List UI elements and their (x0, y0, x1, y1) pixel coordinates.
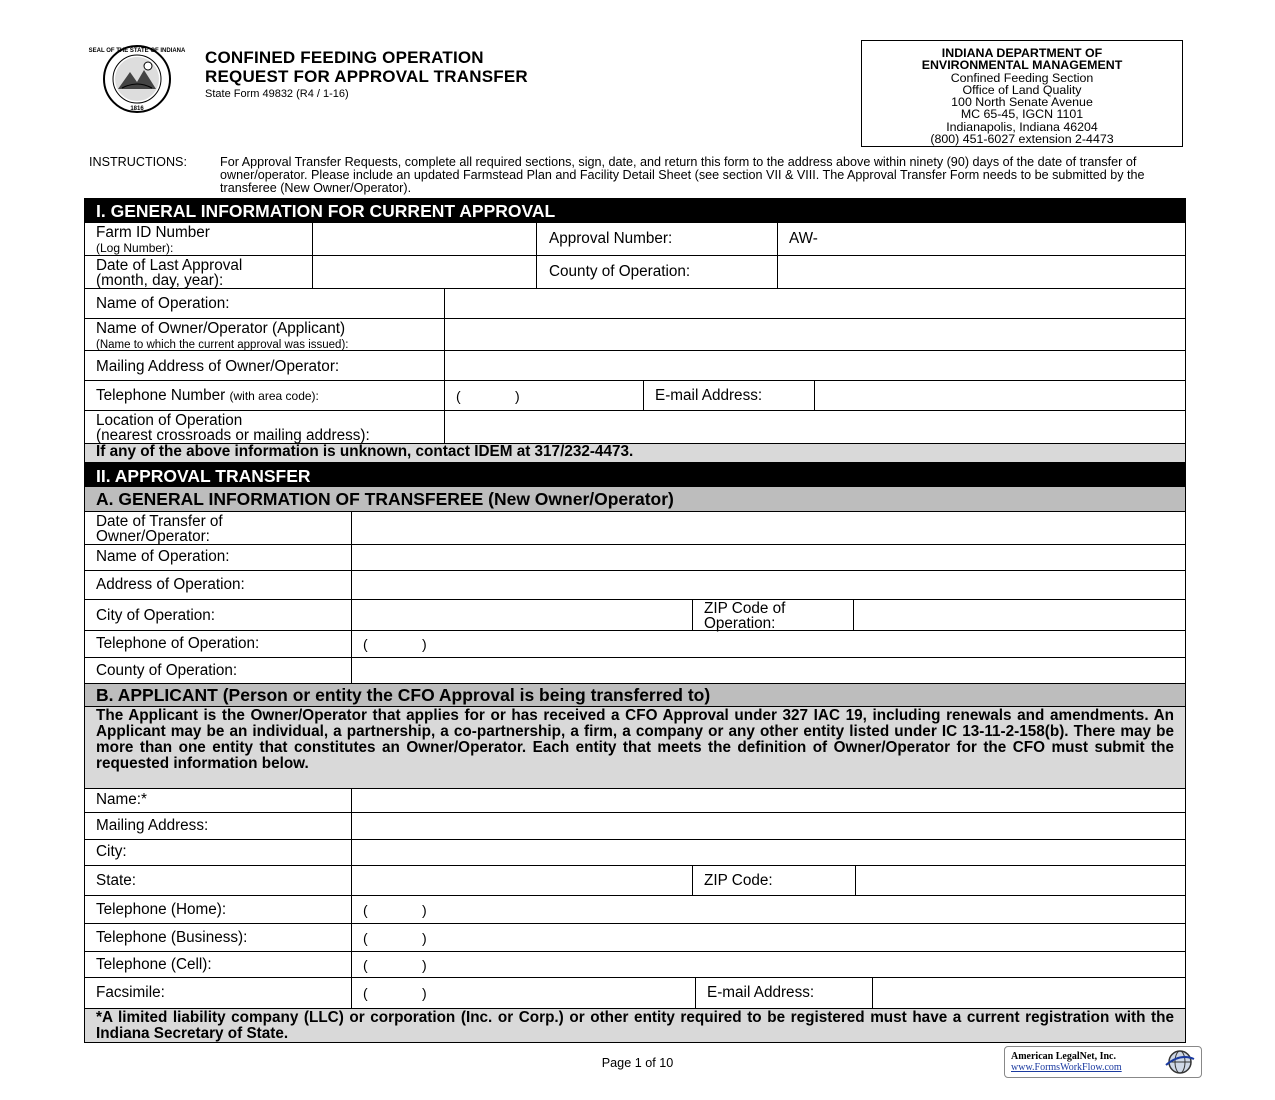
facsimile-input[interactable] (351, 978, 695, 1008)
svg-text:1816: 1816 (130, 106, 144, 112)
location-sublabel: (nearest crossroads or mailing address): (96, 427, 370, 444)
mailing-label: Mailing Address of Owner/Operator: (96, 358, 340, 375)
applicant-state-input[interactable] (351, 866, 692, 895)
email-input[interactable] (814, 381, 1185, 410)
section2-heading: II. APPROVAL TRANSFER (84, 463, 1186, 487)
section2a-heading: A. GENERAL INFORMATION OF TRANSFEREE (New Owner/Operator) (84, 487, 1186, 512)
name-operation-label: Name of Operation: (96, 295, 230, 312)
telephone-label: Telephone Number (96, 387, 226, 404)
row-name-owner (84, 319, 1186, 351)
telephone-operation-label: Telephone of Operation: (96, 635, 260, 652)
approval-number-label-cell (536, 223, 778, 255)
tel-home-label: Telephone (Home): (96, 901, 227, 918)
agency-name-line1: INDIANA DEPARTMENT OF (941, 46, 1103, 60)
tel-cell-input[interactable] (351, 952, 1185, 977)
county-label-cell (536, 256, 778, 288)
date-transfer-label: Date of Transfer of (96, 513, 223, 530)
county-label: County of Operation: (549, 263, 691, 280)
transferee-name-operation-input[interactable] (351, 545, 1185, 570)
section2b-heading: B. APPLICANT (Person or entity the CFO Approval is being transferred to) (84, 684, 1186, 707)
location-input[interactable] (444, 411, 1185, 443)
approval-number-input[interactable] (777, 223, 1185, 255)
area-code-close: ) (515, 388, 520, 404)
name-owner-sublabel: (Name to which the current approval was issued): (96, 339, 349, 351)
applicant-city-label: City: (96, 843, 127, 860)
row-location (84, 411, 1186, 444)
applicant-mailing-input[interactable] (351, 813, 1185, 839)
llc-note: *A limited liability company (LLC) or corporation (Inc. or Corp.) or other entity required to be registered must have a current registration with the Indiana Secretary of State. (84, 1009, 1186, 1043)
applicant-email-label-cell (695, 978, 873, 1008)
date-transfer-label-2: Owner/Operator: (96, 528, 210, 545)
zip-operation-label: ZIP Code of (704, 600, 786, 617)
applicant-email-label: E-mail Address: (707, 984, 815, 1001)
email-label: E-mail Address: (655, 387, 763, 404)
applicant-zip-label-cell (692, 866, 856, 895)
svg-text:SEAL OF THE STATE OF INDIANA: SEAL OF THE STATE OF INDIANA (88, 48, 186, 54)
state-seal-logo (82, 44, 192, 114)
section1-heading: I. GENERAL INFORMATION FOR CURRENT APPROVAL (84, 198, 1186, 223)
county-operation-input[interactable] (351, 658, 1185, 683)
zip-operation-label-cell (692, 600, 854, 630)
instructions-text: For Approval Transfer Requests, complete all required sections, sign, date, and return this form to the address above within ninety (90) days of the date of transfer of owner/operator. Please include an updated Farmstead Plan and Facility Detail Sheet (see section VII & VIII. The Approval Transfer Form needs to be submitted by the transferee (New Owner/Operator). (220, 155, 1145, 195)
applicant-note: The Applicant is the Owner/Operator that applies for or has received a CFO Approval under 327 IAC 19, including renewals and amendments. An Applicant may be an individual, a partnership, a co-partnership, a firm, a company or any other entity listed under IC 13-11-2-158(b). There may be more than one entity that constitutes an Owner/Operator. Each entity that meets the definition of Owner/Operator for the CFO must submit the requested information below. (84, 707, 1186, 789)
agency-city: Indianapolis, Indiana 46204 (946, 119, 1098, 134)
tel-op-paren-open: ( (363, 636, 368, 652)
telephone-operation-input[interactable] (351, 631, 1185, 657)
location-label: Location of Operation (96, 412, 243, 429)
globe-icon (1163, 1049, 1197, 1075)
agency-name-line2: ENVIRONMENTAL MANAGEMENT (921, 58, 1123, 73)
telephone-input[interactable] (444, 381, 643, 410)
date-last-input[interactable] (312, 256, 536, 288)
row-tel-home (84, 896, 1186, 924)
tel-business-label: Telephone (Business): (96, 929, 248, 946)
applicant-city-input[interactable] (351, 840, 1185, 865)
form-title-line2: REQUEST FOR APPROVAL TRANSFER (205, 67, 528, 86)
email-label-cell (643, 381, 814, 410)
instructions (89, 156, 1184, 195)
name-owner-label: Name of Owner/Operator (Applicant) (96, 320, 346, 337)
agency-address-box (861, 40, 1183, 147)
date-last-label: Date of Last Approval (96, 257, 243, 274)
applicant-zip-input[interactable] (855, 866, 1185, 895)
agency-section: Confined Feeding Section (950, 70, 1094, 85)
row-date-last-approval (84, 256, 1186, 289)
row-date-transfer (84, 512, 1186, 545)
date-last-sublabel: (month, day, year): (96, 272, 224, 289)
zip-operation-label-2: Operation: (704, 615, 776, 632)
row-applicant-mailing (84, 813, 1186, 840)
form-body (84, 198, 1186, 1043)
tel-op-paren-close: ) (422, 636, 427, 652)
agency-office: Office of Land Quality (962, 82, 1082, 97)
tel-business-paren-close: ) (422, 930, 427, 946)
row-telephone (84, 381, 1186, 411)
form-number: State Form 49832 (R4 / 1-16) (205, 88, 349, 100)
vendor-url[interactable]: www.FormsWorkFlow.com (1011, 1062, 1122, 1073)
name-owner-input[interactable] (444, 319, 1185, 350)
farm-id-label: Farm ID Number (96, 224, 210, 241)
approval-number-label: Approval Number: (549, 230, 673, 247)
row-telephone-operation (84, 631, 1186, 658)
tel-home-paren-open: ( (363, 902, 368, 918)
row-applicant-city (84, 840, 1186, 866)
row-facsimile (84, 978, 1186, 1009)
row-address-operation (84, 571, 1186, 600)
row-transferee-name-operation (84, 545, 1186, 571)
applicant-zip-label: ZIP Code: (704, 872, 773, 889)
date-transfer-input[interactable] (351, 512, 1185, 544)
name-operation-input[interactable] (444, 289, 1185, 318)
row-applicant-name (84, 789, 1186, 813)
row-name-operation (84, 289, 1186, 319)
county-operation-label: County of Operation: (96, 662, 238, 679)
farm-id-input[interactable] (312, 223, 536, 255)
tel-cell-paren-close: ) (422, 957, 427, 973)
instructions-label: INSTRUCTIONS: (89, 155, 187, 169)
tel-home-input[interactable] (351, 896, 1185, 923)
fax-paren-open: ( (363, 985, 368, 1001)
address-operation-label: Address of Operation: (96, 576, 245, 593)
row-city-operation (84, 600, 1186, 631)
address-operation-input[interactable] (351, 571, 1185, 599)
tel-home-paren-close: ) (422, 902, 427, 918)
agency-mailcode: MC 65-45, IGCN 1101 (960, 107, 1084, 122)
applicant-mailing-label: Mailing Address: (96, 817, 209, 834)
row-tel-cell (84, 952, 1186, 978)
row-county-operation (84, 658, 1186, 684)
applicant-state-label: State: (96, 872, 136, 889)
row-farm-id (84, 223, 1186, 256)
unknown-info-note: If any of the above information is unknown, contact IDEM at 317/232-4473. (84, 444, 1186, 463)
form-title-block (205, 48, 528, 100)
approval-number-prefix: AW- (789, 230, 818, 247)
applicant-email-input[interactable] (872, 978, 1185, 1008)
tel-business-paren-open: ( (363, 930, 368, 946)
mailing-input[interactable] (444, 351, 1185, 380)
form-title-line1: CONFINED FEEDING OPERATION (205, 48, 484, 67)
facsimile-label: Facsimile: (96, 984, 165, 1001)
city-operation-input[interactable] (351, 600, 692, 630)
row-tel-business (84, 924, 1186, 952)
fax-paren-close: ) (422, 985, 427, 1001)
telephone-sublabel: (with area code): (229, 389, 319, 403)
county-input[interactable] (777, 256, 1185, 288)
applicant-name-input[interactable] (351, 789, 1185, 812)
zip-operation-input[interactable] (853, 600, 1185, 630)
farm-id-sublabel: (Log Number): (96, 241, 174, 255)
page-number: Page 1 of 10 (601, 1056, 674, 1070)
city-operation-label: City of Operation: (96, 607, 216, 624)
agency-phone: (800) 451-6027 extension 2-4473 (930, 132, 1114, 147)
vendor-name: American LegalNet, Inc. (1011, 1051, 1116, 1062)
row-mailing-address (84, 351, 1186, 381)
tel-cell-label: Telephone (Cell): (96, 956, 212, 973)
row-applicant-state (84, 866, 1186, 896)
tel-business-input[interactable] (351, 924, 1185, 951)
applicant-name-label: Name:* (96, 791, 148, 808)
vendor-badge (1004, 1046, 1202, 1078)
area-code-open: ( (456, 388, 461, 404)
tel-cell-paren-open: ( (363, 957, 368, 973)
agency-street: 100 North Senate Avenue (951, 95, 1093, 110)
transferee-name-operation-label: Name of Operation: (96, 548, 230, 565)
